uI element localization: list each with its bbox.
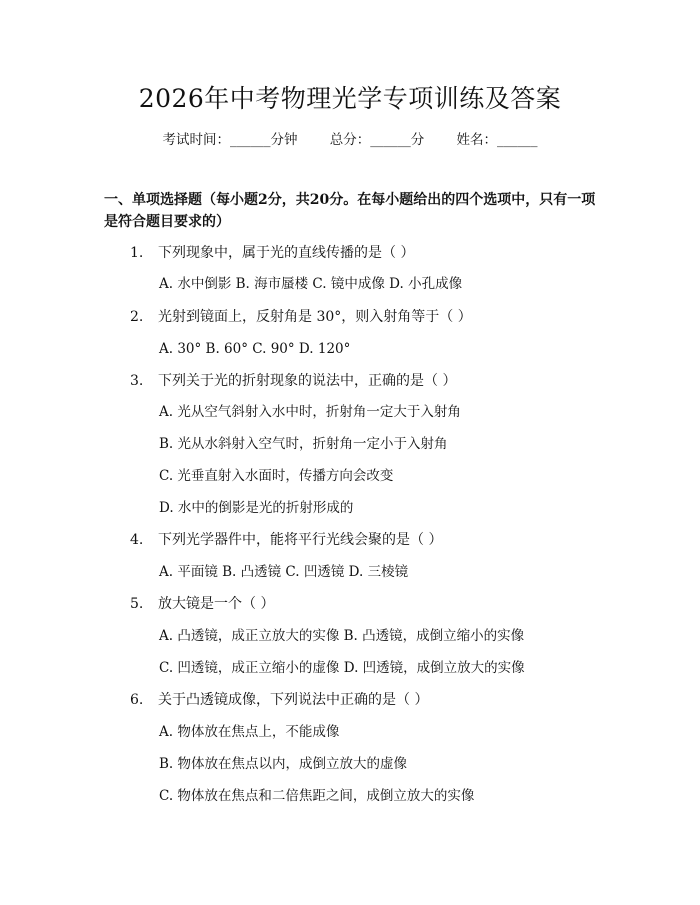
question-6-option-a: A. 物体放在焦点上，不能成像 <box>159 724 340 740</box>
question-text: 下列现象中，属于光的直线传播的是（ ） <box>158 245 415 261</box>
question-3 <box>130 371 456 391</box>
question-6-option-c: C. 物体放在焦点和二倍焦距之间，成倒立放大的实像 <box>159 788 475 804</box>
question-text: 光射到镜面上，反射角是 30°，则入射角等于（ ） <box>158 309 472 325</box>
question-4 <box>130 530 442 550</box>
page-title: 2026年中考物理光学专项训练及答案 <box>138 84 562 113</box>
question-number: 3. <box>130 373 144 389</box>
question-text: 关于凸透镜成像，下列说法中正确的是（ ） <box>158 692 429 708</box>
name-field: 姓名：______ <box>456 132 538 148</box>
question-text: 放大镜是一个（ ） <box>158 596 275 612</box>
exam-meta <box>0 130 700 150</box>
question-text: 下列关于光的折射现象的说法中，正确的是（ ） <box>158 373 457 389</box>
question-3-option-c: C. 光垂直射入水面时，传播方向会改变 <box>159 468 394 484</box>
question-3-option-a: A. 光从空气斜射入水中时，折射角一定大于入射角 <box>159 404 461 420</box>
question-1-options: A. 水中倒影 B. 海市蜃楼 C. 镜中成像 D. 小孔成像 <box>159 276 463 292</box>
question-text: 下列光学器件中，能将平行光线会聚的是（ ） <box>158 532 443 548</box>
question-5-options-ab: A. 凸透镜，成正立放大的实像 B. 凸透镜，成倒立缩小的实像 <box>159 628 525 644</box>
question-6-option-b: B. 物体放在焦点以内，成倒立放大的虚像 <box>159 756 408 772</box>
question-number: 5. <box>130 596 144 612</box>
question-number: 2. <box>130 309 144 325</box>
question-2-options: A. 30° B. 60° C. 90° D. 120° <box>159 341 351 357</box>
question-2 <box>130 307 472 327</box>
question-number: 6. <box>130 692 144 708</box>
question-number: 4. <box>130 532 144 548</box>
question-3-option-b: B. 光从水斜射入空气时，折射角一定小于入射角 <box>159 436 448 452</box>
question-6 <box>130 690 428 710</box>
question-number: 1. <box>130 245 144 261</box>
question-1 <box>130 243 414 263</box>
question-3-option-d: D. 水中的倒影是光的折射形成的 <box>159 500 354 516</box>
question-5 <box>130 594 274 614</box>
exam-time-field: 考试时间：______分钟 <box>162 132 298 148</box>
section-heading: 一、单项选择题（每小题2分，共20分。在每小题给出的四个选项中，只有一项是符合题目要求的） <box>104 192 596 230</box>
question-4-options: A. 平面镜 B. 凸透镜 C. 凹透镜 D. 三棱镜 <box>159 564 409 580</box>
question-5-options-cd: C. 凹透镜，成正立缩小的虚像 D. 凹透镜，成倒立放大的实像 <box>159 660 525 676</box>
total-score-field: 总分：______分 <box>329 132 425 148</box>
